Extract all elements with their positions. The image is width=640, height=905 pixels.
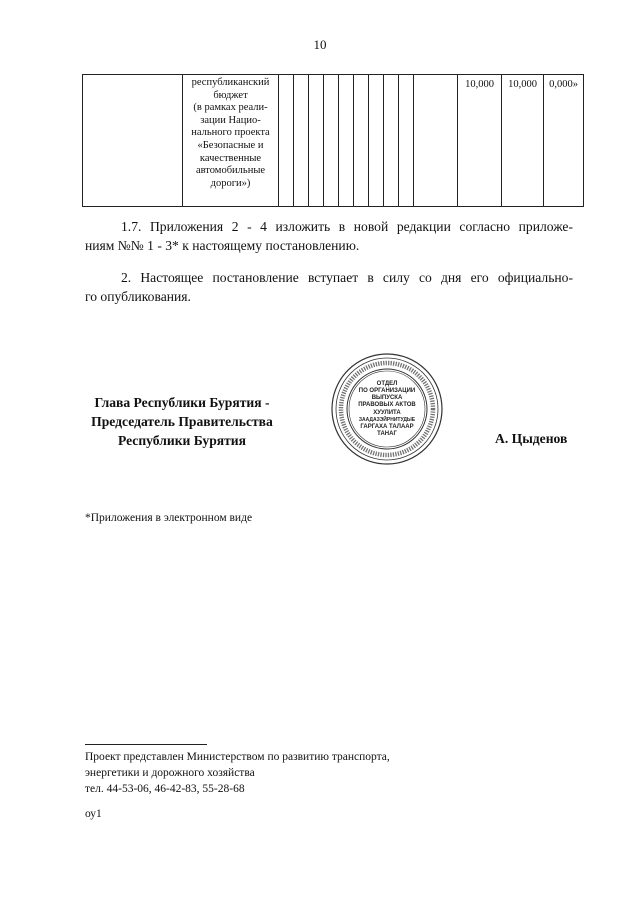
budget-table bbox=[82, 74, 584, 207]
footer-note bbox=[85, 749, 390, 797]
table-cell-value: 10,000 bbox=[502, 75, 544, 207]
table-cell-value: 10,000 bbox=[458, 75, 502, 207]
footer-line: тел. 44-53-06, 46-42-83, 55-28-68 bbox=[85, 783, 245, 795]
table-cell-empty bbox=[339, 75, 354, 207]
table-cell-value: 0,000» bbox=[544, 75, 584, 207]
footer-divider bbox=[85, 744, 207, 745]
seal-text: ХУУЛИТА bbox=[373, 410, 401, 416]
table-cell-empty bbox=[369, 75, 384, 207]
source-line: республиканский bbox=[191, 77, 270, 88]
paragraph-line: го опубликования. bbox=[85, 289, 191, 304]
signer-title-line: Глава Республики Бурятия - bbox=[94, 395, 270, 410]
seal-text: ВЫПУСКА bbox=[371, 395, 403, 401]
table-cell-empty bbox=[384, 75, 399, 207]
signer-name: А. Цыденов bbox=[495, 431, 568, 446]
seal-text: ПО ОРГАНИЗАЦИИ bbox=[358, 388, 416, 394]
seal-text: ЗААДАЗЭЙРНИТУДЫЕ bbox=[358, 417, 416, 423]
page-number: 10 bbox=[313, 37, 327, 52]
source-line: автомобильные bbox=[195, 165, 266, 177]
paragraph-amendment bbox=[85, 217, 573, 255]
table-cell-empty bbox=[399, 75, 414, 207]
signer-title bbox=[82, 393, 282, 450]
footnote: *Приложения в электронном виде bbox=[85, 512, 253, 524]
paragraph-effective-date bbox=[85, 268, 573, 306]
table-cell-empty bbox=[354, 75, 369, 207]
seal-text: ГАРГАХА ТАЛААР bbox=[360, 424, 414, 430]
table-cell-empty bbox=[309, 75, 324, 207]
source-line: нального проекта bbox=[191, 127, 270, 139]
signer-title-line: Республики Бурятия bbox=[117, 433, 246, 448]
seal-text: ОТДЕЛ bbox=[376, 381, 398, 387]
table-cell-source bbox=[183, 75, 279, 207]
source-line: зации Нацио- bbox=[200, 114, 261, 126]
paragraph-line: 2. Настоящее постановление вступает в силу со дня его официально- bbox=[121, 270, 573, 285]
source-line: «Безопасные и bbox=[197, 139, 264, 151]
table-cell-empty bbox=[294, 75, 309, 207]
seal-text: ТАНАГ bbox=[377, 431, 397, 437]
source-line: качественные bbox=[199, 152, 262, 164]
signer-title-line: Председатель Правительства bbox=[91, 414, 273, 429]
footer-line: Проект представлен Министерством по развитию транспорта, bbox=[85, 751, 390, 763]
paragraph-line: 1.7. Приложения 2 - 4 изложить в новой редакции согласно приложе- bbox=[121, 219, 573, 234]
official-seal-icon bbox=[330, 352, 444, 466]
table-cell-empty bbox=[324, 75, 339, 207]
footer-line: энергетики и дорожного хозяйства bbox=[85, 767, 255, 779]
source-line: дороги») bbox=[210, 177, 251, 189]
table-cell-empty bbox=[83, 75, 183, 207]
source-line: бюджет bbox=[213, 89, 248, 101]
table-cell-empty bbox=[279, 75, 294, 207]
paragraph-line: ниям №№ 1 - 3* к настоящему постановлению. bbox=[85, 238, 360, 253]
seal-text: ПРАВОВЫХ АКТОВ bbox=[358, 402, 416, 408]
source-line: (в рамках реали- bbox=[193, 102, 268, 114]
document-code: оу1 bbox=[85, 808, 102, 820]
table-row bbox=[83, 75, 584, 207]
table-cell-empty bbox=[414, 75, 458, 207]
